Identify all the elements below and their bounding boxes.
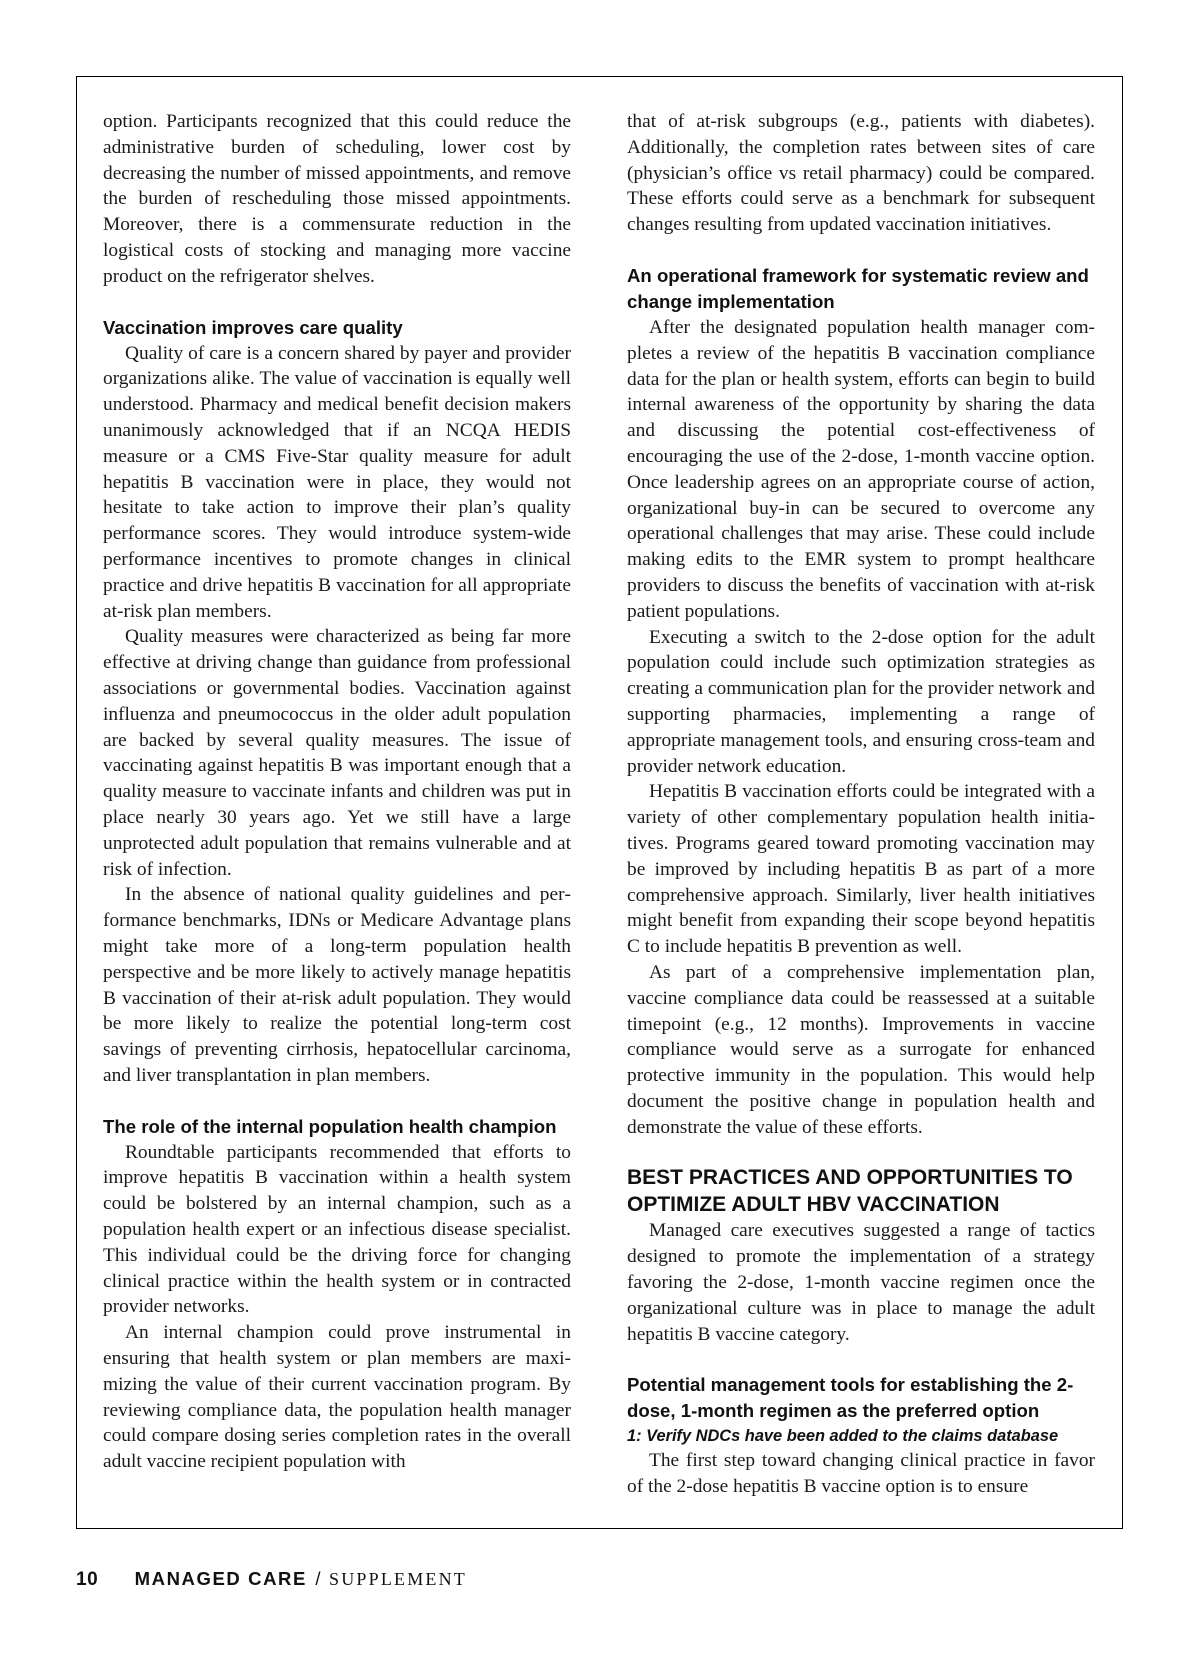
paragraph-first-step: The first step toward changing clinical practice in favor of the 2-dose hepatitis B vaccine option is to ensure <box>627 1450 1095 1498</box>
paragraph-champion-1: Roundtable participants recommended that efforts to improve hepatitis B vaccination within a health system could be bolstered by an internal champion, such as a population health expert or an infectious disease specialist. This individual could be the driving force for changing clinical practice within the health system or in contracted provider networks. <box>103 1141 571 1318</box>
paragraph-framework-2: Executing a switch to the 2-dose option for the adult population could include such optimization strategies as creating a communication plan for the provider network and supporting pharmacies, implementing a range of appropriate management tools, and ensuring cross-team and provider network education. <box>627 626 1095 777</box>
heading-care-quality: Vaccination improves care quality <box>103 316 403 338</box>
paragraph-intro: option. Participants recognized that this could reduce the administrative burden of scheduling, lower cost by decreasing the number of missed appointments, and remove the burden of rescheduling those missed appointments. Moreover, there is a commensurate reduction in the logistical costs of stocking and managing more vaccine product on the refrigerator shelves. <box>103 111 571 287</box>
paragraph-champion-2: An internal champion could prove instrumental in ensuring that health system or plan members are maximizing the value of their current vaccination program. By reviewing compliance data, the population health manager could compare dosing series completion rates in the overall adult vaccine recipient population with <box>103 1322 571 1473</box>
paragraph-quality-3: In the absence of national quality guidelines and performance benchmarks, IDNs or Medicare Advantage plans might take more of a long-term population health perspective and be more likely to actively manage hepatitis B vaccination of their at-risk adult population. They would be more likely to realize the potential long-term cost savings of preventing cirrhosis, hepatocellular carcinoma, and liver transplantation in plan members. <box>103 884 571 1086</box>
paragraph-best-practices: Managed care executives suggested a range of tactics designed to promote the implementation of a strategy favoring the 2-dose, 1-month vaccine regimen once the organizational culture was in place to manage the adult hepatitis B vaccine category. <box>627 1220 1095 1345</box>
page-footer <box>76 1568 467 1598</box>
heading-management-tools: Potential management tools for establishing the 2-dose, 1-month regimen as the preferred option <box>627 1374 1074 1422</box>
right-column <box>627 109 1095 1500</box>
page-number: 10 <box>76 1569 99 1590</box>
step-heading-verify-ndcs: 1: Verify NDCs have been added to the claims database <box>627 1427 1059 1446</box>
section-heading-best-practices: BEST PRACTICES AND OPPORTUNITIES TO OPTIMIZE ADULT HBV VACCINATION <box>627 1166 1073 1216</box>
heading-internal-champion: The role of the internal population health champion <box>103 1115 557 1137</box>
paragraph-framework-3: Hepatitis B vaccination efforts could be integrated with a variety of other complementary population health initiatives. Programs geared toward promoting vaccination may be improved by including hepatitis B as part of a more comprehensive approach. Similarly, liver health initiatives might benefit from expanding their scope beyond hepatitis C to include hepatitis B prevention as well. <box>627 781 1095 958</box>
footer-separator: / <box>315 1568 321 1589</box>
paragraph-continued: that of at-risk subgroups (e.g., patients with diabetes). Additionally, the completion rates between sites of care (physician’s office vs retail pharmacy) could be compared. These efforts could serve as a benchmark for subsequent changes resulting from updated vaccination initiatives. <box>627 111 1095 236</box>
paragraph-quality-2: Quality measures were characterized as being far more effective at driving change than guidance from professional associations or governmental bodies. Vaccination against influenza and pneumococcus in the older adult population are backed by several quality measures. The issue of vaccinating against hepatitis B was important enough that a quality measure to vaccinate infants and children was put in place nearly 30 years ago. Yet we still have a large unprotected adult population that remains vulnerable and at risk of infection. <box>103 626 571 880</box>
paragraph-quality-1: Quality of care is a concern shared by payer and provider organizations alike. The value of vaccination is equally well understood. Pharmacy and medical benefit decision makers unanimously acknowledged that if an NCQA HEDIS measure or a CMS Five-Star quality measure for adult hepatitis B vaccination were in place, they would not hesitate to take action to improve their plan’s quality performance scores. They would introduce system-wide performance incentives to promote changes in clinical practice and drive hepatitis B vaccination for all appropriate at-risk plan members. <box>103 342 571 622</box>
heading-operational-framework: An operational framework for systematic review and change implementation <box>627 264 1089 312</box>
journal-name: MANAGED CARE <box>134 1568 307 1589</box>
left-column <box>103 109 571 1475</box>
paragraph-framework-4: As part of a comprehensive implementation plan, vaccine compliance data could be reassessed at a suitable timepoint (e.g., 12 months). Improvements in vaccine compliance would serve as a surrogate for enhanced protective immunity in the population. This would help document the positive change in population health and demonstrate the value of these efforts. <box>627 961 1095 1138</box>
section-name: SUPPLEMENT <box>328 1569 467 1589</box>
paragraph-framework-1: After the designated population health manager completes a review of the hepatitis B vaccination compliance data for the plan or health system, efforts can begin to build internal awareness of the opportunity by sharing the data and discussing the potential cost-effectiveness of encouraging the use of the 2-dose, 1-month vaccine option. Once leadership agrees on an appropriate course of action, organizational buy-in can be secured to overcome any operational challenges that may arise. These could include making edits to the EMR system to prompt healthcare providers to discuss the benefits of vaccination with at-risk patient populations. <box>627 316 1095 622</box>
